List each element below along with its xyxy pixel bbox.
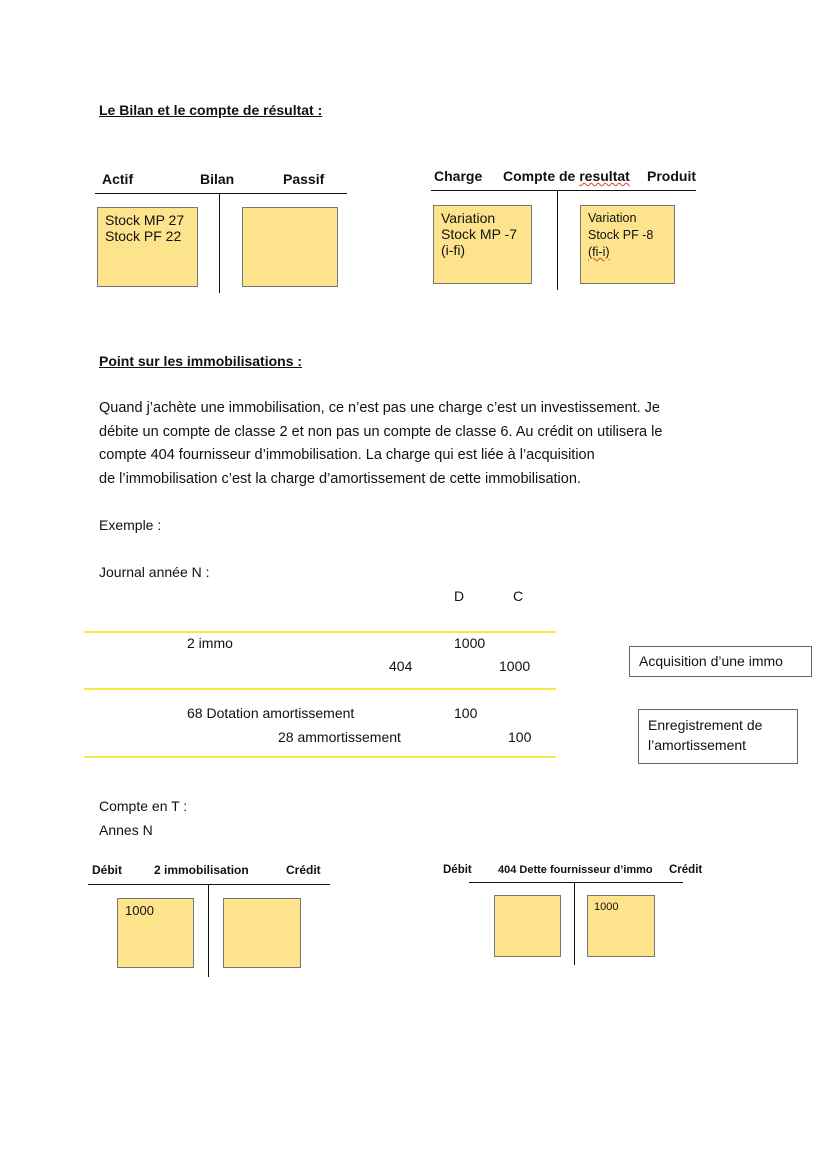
bilan-title: Bilan <box>200 171 235 187</box>
entry1-debit-account: 2 immo <box>187 635 233 651</box>
entry2-debit-amount: 100 <box>454 705 478 721</box>
journal-credit-header: C <box>513 588 524 604</box>
t2-title: 404 Dette fournisseur d’immo <box>498 864 653 876</box>
callout-acquisition: Acquisition d’une immo <box>629 646 812 677</box>
journal-separator <box>84 631 556 633</box>
t2-horizontal-rule <box>469 882 683 883</box>
cr-produit-label: Produit <box>647 168 696 184</box>
journal-debit-header: D <box>454 588 465 604</box>
bilan-actif-note: Stock MP 27 Stock PF 22 <box>97 207 198 287</box>
cr-produit-note: Variation Stock PF -8 (fi-i) <box>580 205 675 284</box>
t2-credit-label: Crédit <box>669 864 703 876</box>
example-label: Exemple : <box>99 517 162 533</box>
cr-charge-label: Charge <box>434 168 483 184</box>
bilan-horizontal-rule <box>95 193 347 194</box>
t2-credit-note: 1000 <box>587 895 655 957</box>
t1-debit-note: 1000 <box>117 898 194 968</box>
t1-title: 2 immobilisation <box>154 863 249 877</box>
t1-horizontal-rule <box>88 884 330 885</box>
bilan-actif-label: Actif <box>102 171 134 187</box>
entry2-debit-account: 68 Dotation amortissement <box>187 705 355 721</box>
cr-vertical-rule <box>557 191 558 290</box>
journal-label: Journal année N : <box>99 564 210 580</box>
journal-separator <box>84 756 556 758</box>
t1-vertical-rule <box>208 885 209 977</box>
t1-credit-note <box>223 898 301 968</box>
cr-title: Compte de resultat <box>503 168 630 184</box>
bilan-passif-label: Passif <box>283 171 325 187</box>
entry2-credit-amount: 100 <box>508 729 532 745</box>
bilan-vertical-rule <box>219 194 220 293</box>
entry2-credit-account: 28 ammortissement <box>278 729 401 745</box>
bilan-passif-note <box>242 207 338 287</box>
journal-separator <box>84 688 556 690</box>
entry1-debit-amount: 1000 <box>454 635 486 651</box>
t1-credit-label: Crédit <box>286 863 321 877</box>
cr-horizontal-rule <box>431 190 696 191</box>
compte-en-t-label: Compte en T : <box>99 798 188 814</box>
cr-charge-note: Variation Stock MP -7 (i-fi) <box>433 205 532 284</box>
compte-en-t-year: Annes N <box>99 822 153 838</box>
entry1-credit-amount: 1000 <box>499 658 531 674</box>
t1-debit-label: Débit <box>92 863 122 877</box>
section-title-immobilisations: Point sur les immobilisations : <box>99 353 303 369</box>
callout-amortissement: Enregistrement de l’amortissement <box>638 709 798 764</box>
immobilisation-paragraph: Quand j’achète une immobilisation, ce n’est pas une charge c’est un investissement. Je débite un compte de classe 2 et non pas un compte de classe 6. Au crédit on utilisera le compte 404 fournisseur d’immobilisation. La charge qui est liée à l’acquisition de l’immobilisation c’est la charge d’amortissement de cette immobilisation. <box>99 400 663 487</box>
t2-vertical-rule <box>574 883 575 965</box>
entry1-credit-account: 404 <box>389 658 413 674</box>
section-title-bilan: Le Bilan et le compte de résultat : <box>99 102 323 118</box>
t2-debit-label: Débit <box>443 864 472 876</box>
t2-debit-note <box>494 895 561 957</box>
